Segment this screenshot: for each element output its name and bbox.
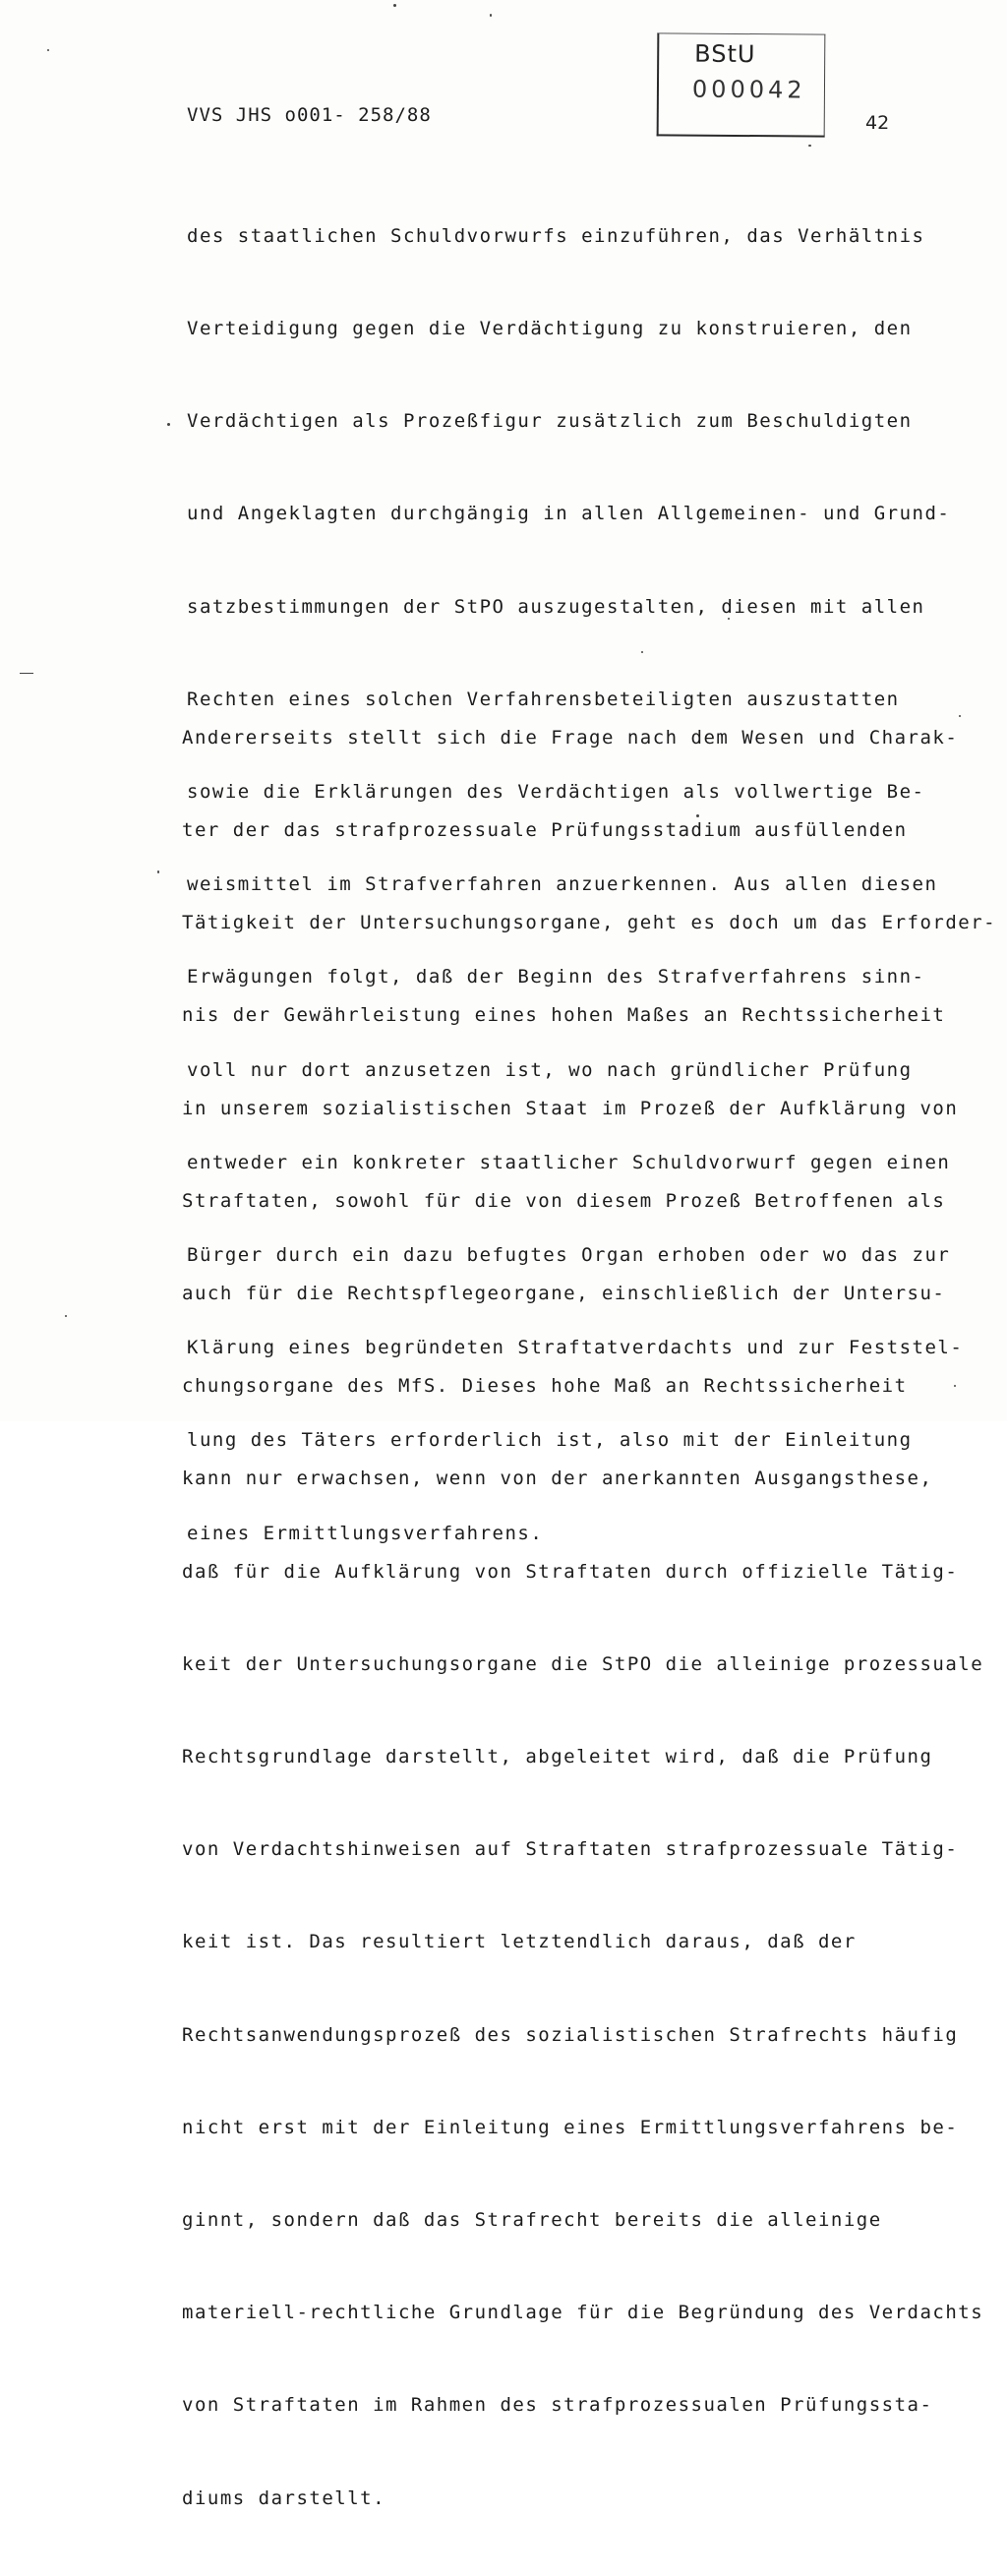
paragraph-2 xyxy=(182,661,996,2576)
scan-speck xyxy=(490,14,492,17)
text-line: von Straftaten im Rahmen des strafprozessualen Prüfungssta- xyxy=(182,2394,933,2417)
text-line: ginnt, sondern daß das Strafrecht bereits die alleinige xyxy=(182,2209,882,2232)
text-line: satzbestimmungen der StPO auszugestalten, diesen mit allen xyxy=(187,595,925,618)
scan-speck xyxy=(954,1385,956,1387)
text-line: diums darstellt. xyxy=(182,2486,386,2509)
text-line: eines Ermittlungsverfahrens. xyxy=(187,1522,544,1544)
scan-speck xyxy=(696,814,699,817)
stamp-title: BStU xyxy=(694,39,756,69)
text-line: Bürger durch ein dazu befugtes Organ erhoben oder wo das zur xyxy=(187,1244,951,1267)
text-line: auch für die Rechtspflegeorgane, einschließlich der Untersu- xyxy=(182,1283,946,1305)
text-line: von Verdachtshinweisen auf Straftaten strafprozessuale Tätig- xyxy=(182,1838,959,1861)
scan-speck xyxy=(959,715,961,717)
page-number: 42 xyxy=(865,112,890,134)
archive-stamp xyxy=(657,32,826,137)
scan-speck xyxy=(393,4,396,7)
text-line: Straftaten, sowohl für die von diesem Prozeß Betroffenen als xyxy=(182,1189,946,1212)
text-line: sowie die Erklärungen des Verdächtigen als vollwertige Be- xyxy=(187,781,925,804)
scan-speck xyxy=(20,673,33,674)
text-line: Rechtsgrundlage darstellt, abgeleitet wird, daß die Prüfung xyxy=(182,1746,933,1768)
text-line: in unserem sozialistischen Staat im Prozeß der Aufklärung von xyxy=(182,1097,959,1119)
text-line: keit ist. Das resultiert letztendlich daraus, daß der xyxy=(182,1931,857,1953)
scan-speck xyxy=(728,618,730,620)
text-line: des staatlichen Schuldvorwurfs einzuführen, das Verhältnis xyxy=(187,224,925,247)
text-line: Rechtsanwendungsprozeß des sozialistischen Strafrechts häufig xyxy=(182,2023,959,2046)
text-line: lung des Täters erforderlich ist, also mit der Einleitung xyxy=(187,1429,913,1452)
text-line: Tätigkeit der Untersuchungsorgane, geht es doch um das Erforder- xyxy=(182,912,997,934)
text-line: Andererseits stellt sich die Frage nach dem Wesen und Charak- xyxy=(182,726,959,749)
text-line: Klärung eines begründeten Straftatverdachts und zur Feststel- xyxy=(187,1337,964,1359)
text-line: chungsorgane des MfS. Dieses hohe Maß an Rechtssicherheit xyxy=(182,1375,908,1398)
scan-speck xyxy=(65,1315,67,1317)
scan-speck xyxy=(157,870,159,873)
text-line: Verdächtigen als Prozeßfigur zusätzlich zum Beschuldigten xyxy=(187,410,913,433)
stamp-number: 000042 xyxy=(691,75,806,104)
scan-speck xyxy=(641,651,643,653)
text-line: weismittel im Strafverfahren anzuerkennen. Aus allen diesen xyxy=(187,873,938,896)
scan-speck xyxy=(808,145,811,147)
text-line: kann nur erwachsen, wenn von der anerkannten Ausgangsthese, xyxy=(182,1468,933,1490)
scan-speck xyxy=(47,49,49,51)
scan-speck xyxy=(167,423,170,426)
text-line: Verteidigung gegen die Verdächtigung zu konstruieren, den xyxy=(187,318,913,340)
text-line: Rechten eines solchen Verfahrensbeteiligten auszustatten xyxy=(187,688,900,710)
text-line: Erwägungen folgt, daß der Beginn des Strafverfahrens sinn- xyxy=(187,966,925,988)
text-line: materiell-rechtliche Grundlage für die Begründung des Verdachts xyxy=(182,2302,984,2324)
text-line: ter der das strafprozessuale Prüfungsstadium ausfüllenden xyxy=(182,819,908,842)
text-line: voll nur dort anzusetzen ist, wo nach gründlicher Prüfung xyxy=(187,1058,913,1081)
text-line: daß für die Aufklärung von Straftaten durch offizielle Tätig- xyxy=(182,1560,959,1583)
text-line: nicht erst mit der Einleitung eines Ermittlungsverfahrens be- xyxy=(182,2116,959,2138)
document-reference: VVS JHS o001- 258/88 xyxy=(187,104,432,126)
text-line: und Angeklagten durchgängig in allen Allgemeinen- und Grund- xyxy=(187,503,951,525)
text-line: keit der Untersuchungsorgane die StPO die alleinige prozessuale xyxy=(182,1652,984,1675)
text-line: nis der Gewährleistung eines hohen Maßes an Rechtssicherheit xyxy=(182,1004,946,1027)
text-line: entweder ein konkreter staatlicher Schuldvorwurf gegen einen xyxy=(187,1151,951,1173)
